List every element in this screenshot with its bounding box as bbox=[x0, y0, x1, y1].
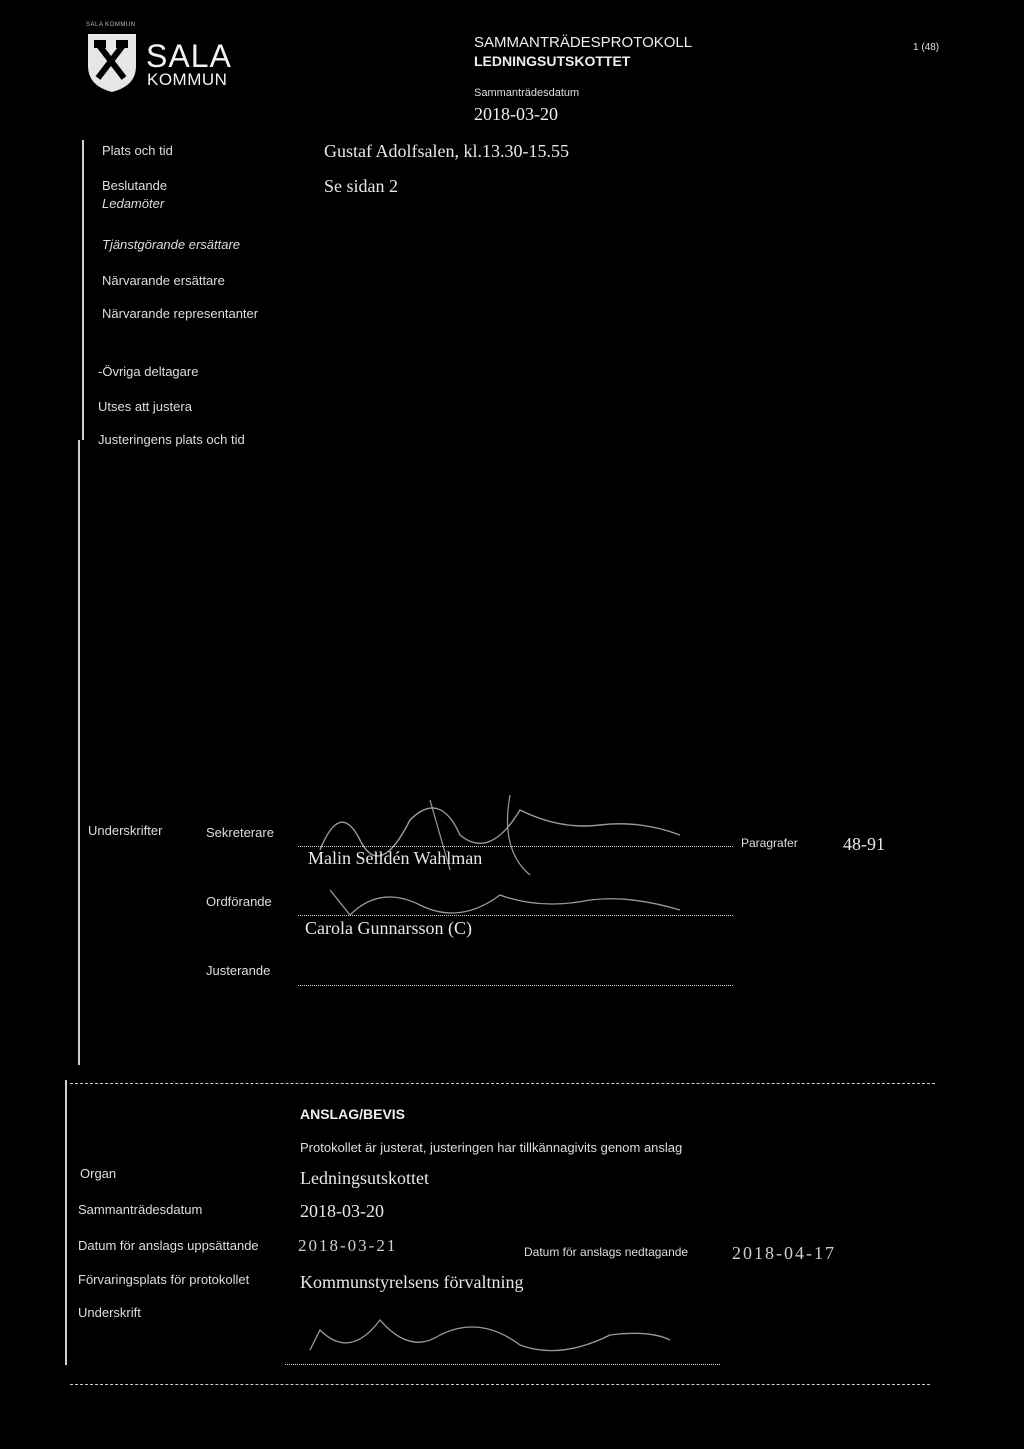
anslag-top-border bbox=[70, 1083, 935, 1084]
underskrifter-label: Underskrifter bbox=[88, 823, 163, 838]
plats-value: Gustaf Adolfsalen, kl.13.30-15.55 bbox=[324, 141, 569, 161]
logo-name: SALA bbox=[146, 38, 232, 74]
underskrift-line bbox=[285, 1364, 720, 1365]
sekreterare-line bbox=[298, 846, 733, 847]
ledamoter-label: Ledamöter bbox=[102, 196, 165, 211]
beslutande-label: Beslutande bbox=[102, 178, 168, 193]
justeringens-plats-label: Justeringens plats och tid bbox=[98, 432, 245, 447]
tjanstgorande-label: Tjänstgörande ersättare bbox=[102, 237, 241, 252]
nedtagande-label: Datum för anslags nedtagande bbox=[524, 1245, 689, 1259]
nedtagande-value: 2018-04-17 bbox=[732, 1243, 836, 1263]
sekreterare-label: Sekreterare bbox=[206, 825, 274, 840]
utses-att-justera-label: Utses att justera bbox=[98, 399, 192, 414]
meeting-date: 2018-03-20 bbox=[474, 104, 558, 124]
anslag-signature bbox=[290, 1300, 710, 1370]
left-rule-top bbox=[82, 140, 84, 440]
coat-of-arms-icon bbox=[84, 30, 140, 94]
anslag-title: ANSLAG/BEVIS bbox=[300, 1106, 406, 1122]
anslag-bottom-border bbox=[70, 1384, 930, 1385]
logo-sub: KOMMUN bbox=[147, 70, 228, 89]
uppsattande-value: 2018-03-21 bbox=[298, 1236, 398, 1255]
date-label: Sammanträdesdatum bbox=[474, 87, 580, 99]
justerande-label: Justerande bbox=[206, 963, 271, 978]
narvarande-representanter-label: Närvarande representanter bbox=[102, 306, 259, 321]
left-rule-mid bbox=[78, 440, 80, 1065]
forvaring-label: Förvaringsplats för protokollet bbox=[78, 1272, 250, 1287]
left-rule-bottom bbox=[65, 1080, 67, 1365]
sekreterare-name: Malin Selldén Wahlman bbox=[308, 848, 483, 868]
paragrafer-value: 48-91 bbox=[843, 834, 885, 854]
ordforande-label: Ordförande bbox=[206, 894, 272, 909]
narvarande-ersattare-label: Närvarande ersättare bbox=[102, 273, 225, 288]
uppsattande-label: Datum för anslags uppsättande bbox=[78, 1238, 259, 1253]
paragrafer-label: Paragrafer bbox=[741, 836, 798, 850]
sammantradesdatum-value: 2018-03-20 bbox=[300, 1201, 384, 1221]
committee-name: LEDNINGSUTSKOTTET bbox=[474, 53, 631, 69]
sammantradesdatum-label: Sammanträdesdatum bbox=[78, 1202, 203, 1217]
ovriga-deltagare-label: -Övriga deltagare bbox=[98, 364, 199, 379]
organ-label: Organ bbox=[80, 1166, 117, 1181]
beslutande-value: Se sidan 2 bbox=[324, 176, 398, 196]
ordforande-line bbox=[298, 915, 733, 916]
page-number: 1 (48) bbox=[913, 42, 940, 53]
underskrift-label: Underskrift bbox=[78, 1305, 141, 1320]
justerande-line bbox=[298, 985, 733, 986]
plats-label: Plats och tid bbox=[102, 143, 173, 158]
forvaring-value: Kommunstyrelsens förvaltning bbox=[300, 1272, 524, 1292]
organ-value: Ledningsutskottet bbox=[300, 1168, 429, 1188]
ordforande-name: Carola Gunnarsson (C) bbox=[305, 918, 472, 938]
doc-type: SAMMANTRÄDESPROTOKOLL bbox=[474, 34, 693, 51]
logo-caption: SALA KOMMUN bbox=[86, 22, 136, 28]
anslag-statement: Protokollet är justerat, justeringen har tillkännagivits genom anslag bbox=[300, 1140, 683, 1155]
